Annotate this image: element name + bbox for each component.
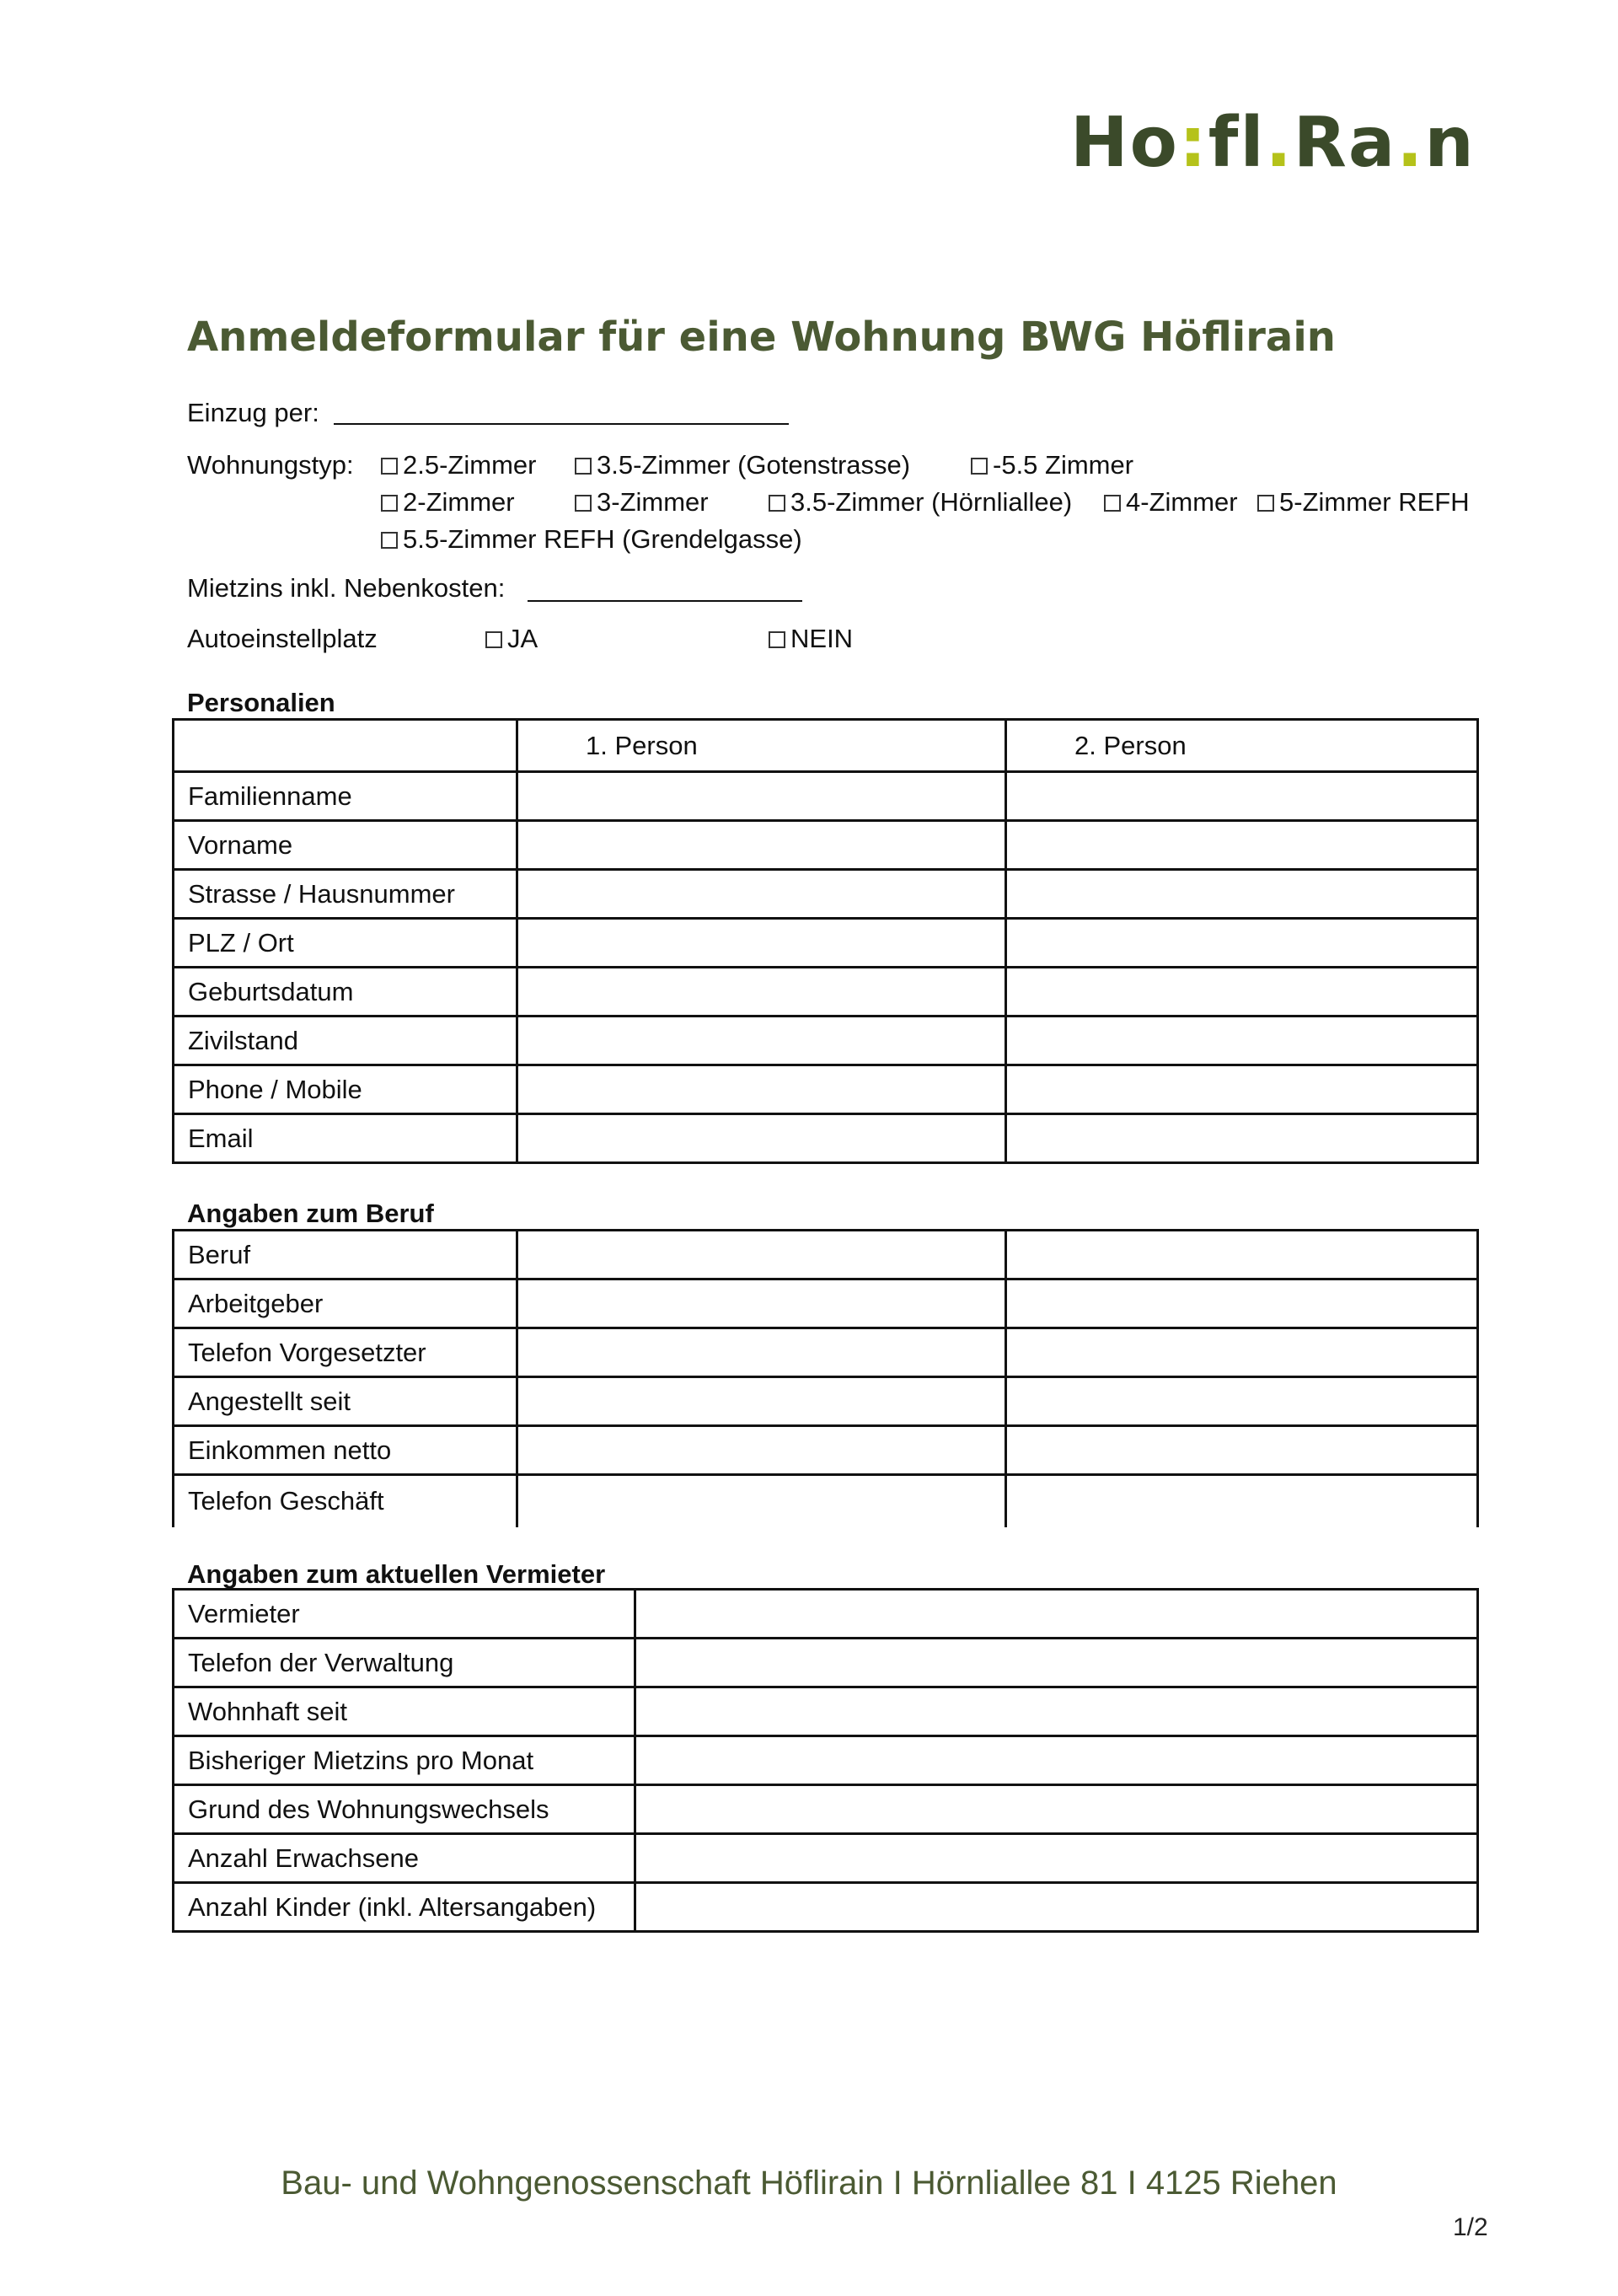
section-beruf-heading: Angaben zum Beruf xyxy=(187,1199,434,1228)
checkbox-icon[interactable] xyxy=(769,631,785,648)
input-cell[interactable] xyxy=(517,821,1006,870)
input-cell[interactable] xyxy=(1006,968,1478,1017)
input-cell[interactable] xyxy=(1006,1377,1478,1426)
option-2-zimmer[interactable]: 2-Zimmer xyxy=(381,489,515,515)
input-cell[interactable] xyxy=(635,1883,1478,1932)
input-cell[interactable] xyxy=(517,1065,1006,1114)
input-cell[interactable] xyxy=(635,1736,1478,1785)
rent-field[interactable] xyxy=(528,600,802,602)
checkbox-icon[interactable] xyxy=(1257,495,1274,512)
input-cell[interactable] xyxy=(635,1834,1478,1883)
input-cell[interactable] xyxy=(1006,772,1478,821)
input-cell[interactable] xyxy=(1006,1426,1478,1475)
row-label-telefon-geschaeft: Telefon Geschäft xyxy=(174,1475,517,1527)
input-cell[interactable] xyxy=(517,1017,1006,1065)
row-label-vorname: Vorname xyxy=(174,821,517,870)
input-cell[interactable] xyxy=(635,1687,1478,1736)
input-cell[interactable] xyxy=(1006,1328,1478,1377)
input-cell[interactable] xyxy=(517,1475,1006,1527)
move-in-field[interactable] xyxy=(334,423,789,425)
option-2-5-zimmer[interactable]: 2.5-Zimmer xyxy=(381,452,536,478)
option-5-5-zimmer[interactable]: -5.5 Zimmer xyxy=(971,452,1133,478)
row-label-phone: Phone / Mobile xyxy=(174,1065,517,1114)
row-label-beruf: Beruf xyxy=(174,1231,517,1279)
vermieter-table xyxy=(172,1588,1479,1933)
row-label-angestellt-seit: Angestellt seit xyxy=(174,1377,517,1426)
brand-logo: Ho:fl.Ra.n xyxy=(1070,103,1476,183)
row-label-geburtsdatum: Geburtsdatum xyxy=(174,968,517,1017)
checkbox-icon[interactable] xyxy=(485,631,502,648)
checkbox-icon[interactable] xyxy=(381,532,398,549)
row-label-arbeitgeber: Arbeitgeber xyxy=(174,1279,517,1328)
input-cell[interactable] xyxy=(1006,870,1478,919)
input-cell[interactable] xyxy=(1006,1114,1478,1163)
header-person-2: 2. Person xyxy=(1006,720,1478,772)
section-vermieter-heading: Angaben zum aktuellen Vermieter xyxy=(187,1559,606,1589)
beruf-table xyxy=(172,1229,1479,1527)
checkbox-icon[interactable] xyxy=(971,458,988,475)
header-person-1: 1. Person xyxy=(517,720,1006,772)
row-label-telefon-vorgesetzter: Telefon Vorgesetzter xyxy=(174,1328,517,1377)
checkbox-icon[interactable] xyxy=(769,495,785,512)
input-cell[interactable] xyxy=(1006,919,1478,968)
input-cell[interactable] xyxy=(1006,821,1478,870)
checkbox-icon[interactable] xyxy=(1104,495,1121,512)
input-cell[interactable] xyxy=(1006,1017,1478,1065)
checkbox-icon[interactable] xyxy=(381,458,398,475)
input-cell[interactable] xyxy=(1006,1279,1478,1328)
input-cell[interactable] xyxy=(517,1231,1006,1279)
input-cell[interactable] xyxy=(1006,1231,1478,1279)
table-header-empty xyxy=(174,720,517,772)
input-cell[interactable] xyxy=(517,772,1006,821)
checkbox-icon[interactable] xyxy=(575,458,592,475)
row-label-plz-ort: PLZ / Ort xyxy=(174,919,517,968)
input-cell[interactable] xyxy=(1006,1475,1478,1527)
input-cell[interactable] xyxy=(635,1639,1478,1687)
parking-label: Autoeinstellplatz xyxy=(187,624,378,653)
parking-yes-option[interactable]: JA xyxy=(485,625,538,652)
input-cell[interactable] xyxy=(1006,1065,1478,1114)
row-label-vermieter: Vermieter xyxy=(174,1590,635,1639)
row-label-einkommen: Einkommen netto xyxy=(174,1426,517,1475)
row-label-wohnhaft-seit: Wohnhaft seit xyxy=(174,1687,635,1736)
option-3-5-zimmer-hoernliallee[interactable]: 3.5-Zimmer (Hörnliallee) xyxy=(769,489,1072,515)
apartment-type-label: Wohnungstyp: xyxy=(187,450,354,480)
row-label-bisheriger-mietzins: Bisheriger Mietzins pro Monat xyxy=(174,1736,635,1785)
row-label-telefon-verwaltung: Telefon der Verwaltung xyxy=(174,1639,635,1687)
input-cell[interactable] xyxy=(517,1426,1006,1475)
input-cell[interactable] xyxy=(517,1114,1006,1163)
row-label-anzahl-kinder: Anzahl Kinder (inkl. Altersangaben) xyxy=(174,1883,635,1932)
move-in-label: Einzug per: xyxy=(187,398,319,427)
checkbox-icon[interactable] xyxy=(575,495,592,512)
option-3-zimmer[interactable]: 3-Zimmer xyxy=(575,489,709,515)
option-5-5-zimmer-refh-grendelgasse[interactable]: 5.5-Zimmer REFH (Grendelgasse) xyxy=(381,526,802,552)
page-number: 1/2 xyxy=(1453,2213,1488,2241)
option-3-5-zimmer-gotenstrasse[interactable]: 3.5-Zimmer (Gotenstrasse) xyxy=(575,452,910,478)
row-label-grund-wohnungswechsel: Grund des Wohnungswechsels xyxy=(174,1785,635,1834)
input-cell[interactable] xyxy=(517,1377,1006,1426)
row-label-anzahl-erwachsene: Anzahl Erwachsene xyxy=(174,1834,635,1883)
input-cell[interactable] xyxy=(517,870,1006,919)
row-label-email: Email xyxy=(174,1114,517,1163)
checkbox-icon[interactable] xyxy=(381,495,398,512)
input-cell[interactable] xyxy=(517,1328,1006,1377)
rent-label: Mietzins inkl. Nebenkosten: xyxy=(187,573,506,603)
input-cell[interactable] xyxy=(635,1590,1478,1639)
footer-address: Bau- und Wohngenossenschaft Höflirain I Hörnliallee 81 I 4125 Riehen xyxy=(281,2165,1337,2202)
section-personalien-heading: Personalien xyxy=(187,688,335,717)
row-label-zivilstand: Zivilstand xyxy=(174,1017,517,1065)
input-cell[interactable] xyxy=(517,1279,1006,1328)
parking-no-option[interactable]: NEIN xyxy=(769,625,853,652)
input-cell[interactable] xyxy=(517,968,1006,1017)
row-label-familienname: Familienname xyxy=(174,772,517,821)
row-label-strasse: Strasse / Hausnummer xyxy=(174,870,517,919)
personalien-table xyxy=(172,718,1479,1164)
input-cell[interactable] xyxy=(517,919,1006,968)
form-title: Anmeldeformular für eine Wohnung BWG Höflirain xyxy=(187,314,1336,361)
option-4-zimmer[interactable]: 4-Zimmer xyxy=(1104,489,1238,515)
input-cell[interactable] xyxy=(635,1785,1478,1834)
option-5-zimmer-refh[interactable]: 5-Zimmer REFH xyxy=(1257,489,1470,515)
